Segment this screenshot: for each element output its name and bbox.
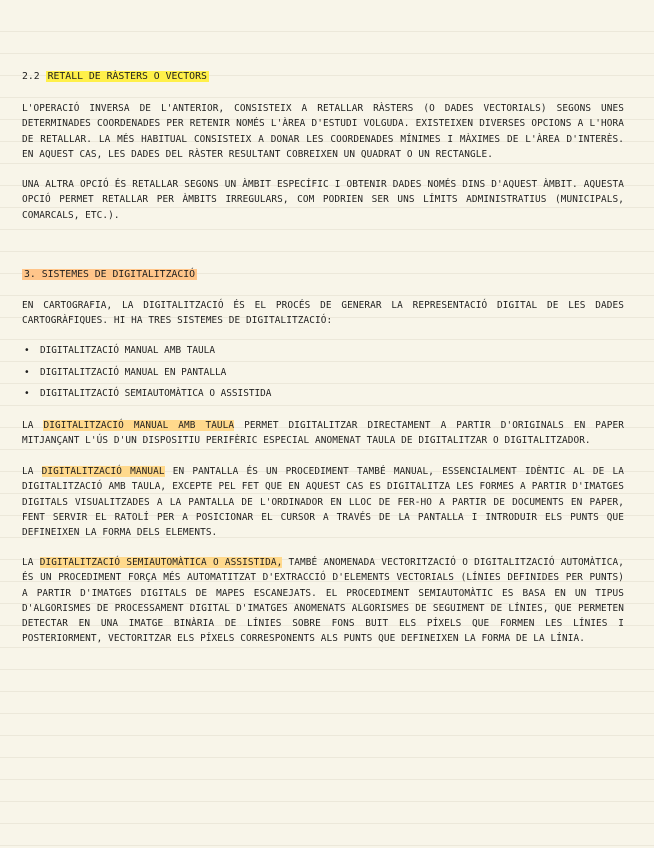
list-item-label: DIGITALITZACIÓ SEMIAUTOMÀTICA O ASSISTIDA	[40, 388, 272, 400]
paragraph-lead: LA	[22, 420, 34, 431]
list-item-label: DIGITALITZACIÓ MANUAL EN PANTALLA	[40, 366, 227, 378]
section-3-intro	[22, 298, 624, 329]
section-number: 2.2	[22, 71, 40, 82]
section-2-2-heading	[22, 70, 624, 84]
section-3-heading	[22, 268, 624, 282]
paragraph-body: TAMBÉ ANOMENADA VECTORITZACIÓ O DIGITALITZACIÓ AUTOMÀTICA, ÉS UN PROCEDIMENT FORÇA MÉS AUTOMATITZAT D'EXTRACCIÓ D'ELEMENTS VECTORIALS (LÍNIES DEFINIDES PER PUNTS) A PARTIR D'IMATGES DIGITALS DE MAPES ESCANEJATS. EL PROCEDIMENT SEMIAUTOMÀTIC ES BASA EN UN TIPUS D'ALGORISMES DE PROCESSAMENT DIGITAL D'IMATGES ANOMENATS ALGORISMES DE SEGUIMENT DE LÍNIES, QUE PERMETEN DETECTAR EN UNA IMATGE BINÀRIA DE LÍNIES SOBRE FONS BUIT ELS PÍXELS QUE FORMEN LES LÍNIES I POSTERIORMENT, VECTORITZAR ELS PÍXELS CORRESPONENTS ALS PUNTS QUE DEFINEIXEN LA FORMA DE LA LÍNIA.	[22, 557, 624, 645]
digitization-systems-list	[22, 340, 624, 405]
section-number: 3.	[24, 269, 36, 280]
section-2-2-paragraph-1	[22, 101, 624, 162]
list-item: • DIGITALITZACIÓ MANUAL AMB TAULA	[24, 345, 215, 356]
highlighted-term: DIGITALITZACIÓ MANUAL	[41, 466, 165, 477]
paragraph-lead: LA	[22, 466, 34, 477]
section-title: SISTEMES DE DIGITALITZACIÓ	[41, 269, 196, 280]
section-3-paragraph-2	[22, 464, 624, 540]
paragraph: L'OPERACIÓ INVERSA DE L'ANTERIOR, CONSISTEIX A RETALLAR RÀSTERS (O DADES VECTORIALS) SEGONS UNES DETERMINADES COORDENADES PER RETENIR NOMÉS L'ÀREA D'ESTUDI VOLGUDA. EXISTEIXEN DIVERSES OPCIONS A L'HORA DE RETALLAR. LA MÉS HABITUAL CONSISTEIX A DONAR LES COORDENADES MÍNIMES I MÀXIMES DE L'ÀREA D'INTERÈS. EN AQUEST CAS, LES DADES DEL RÀSTER RESULTANT COBREIXEN UN QUADRAT O UN RECTANGLE.	[22, 103, 624, 160]
highlighted-term: DIGITALITZACIÓ SEMIAUTOMÀTICA O ASSISTIDA,	[39, 557, 283, 568]
paragraph-body: EN PANTALLA ÉS UN PROCEDIMENT TAMBÉ MANUAL, ESSENCIALMENT IDÈNTIC AL DE LA DIGITALITZACIÓ AMB TAULA, EXCEPTE PEL FET QUE EN AQUEST CAS ES DIGITALITZA LES FORMES A PARTIR D'IMATGES DIGITALS VISUALITZADES A LA PANTALLA DE L'ORDINADOR EN LLOC DE FER-HO A PARTIR DE DOCUMENTS EN PAPER, FENT SERVIR EL RATOLÍ PER A POSICIONAR EL CURSOR A TRAVÉS DE LA PANTALLA I INTRODUIR ELS PUNTS QUE DEFINEIXEN LA FORMA DELS ELEMENTS.	[22, 466, 624, 539]
section-2-2-paragraph-2	[22, 177, 624, 223]
list-item-label: DIGITALITZACIÓ MANUAL AMB TAULA	[40, 345, 215, 356]
paragraph: UNA ALTRA OPCIÓ ÉS RETALLAR SEGONS UN ÀMBIT ESPECÍFIC I OBTENIR DADES NOMÉS DINS D'AQUEST ÀMBIT. AQUESTA OPCIÓ PERMET RETALLAR PER ÀMBITS IRREGULARS, COM PODRIEN SER UNS LÍMITS ADMINISTRATIUS (MUNICIPALS, COMARCALS, ETC.).	[22, 179, 624, 221]
list-item: • DIGITALITZACIÓ MANUAL EN PANTALLA	[24, 366, 227, 378]
section-3-paragraph-3	[22, 555, 624, 647]
paragraph-body: PERMET DIGITALITZAR DIRECTAMENT A PARTIR D'ORIGINALS EN PAPER MITJANÇANT L'ÚS D'UN DISPOSITIU PERIFÈRIC ESPECIAL ANOMENAT TAULA DE DIGITALITZAR O DIGITALITZADOR.	[22, 420, 625, 447]
paragraph-lead: LA	[22, 557, 34, 568]
section-title: RETALL DE RÀSTERS O VECTORS	[47, 71, 207, 82]
paragraph: EN CARTOGRAFIA, LA DIGITALITZACIÓ ÉS EL PROCÉS DE GENERAR LA REPRESENTACIÓ DIGITAL DE LES DADES CARTOGRÀFIQUES. HI HA TRES SISTEMES DE DIGITALITZACIÓ:	[22, 300, 624, 327]
section-3-paragraph-1	[22, 418, 624, 449]
list-item: • DIGITALITZACIÓ SEMIAUTOMÀTICA O ASSISTIDA	[24, 388, 272, 400]
highlighted-term: DIGITALITZACIÓ MANUAL AMB TAULA	[43, 420, 235, 431]
